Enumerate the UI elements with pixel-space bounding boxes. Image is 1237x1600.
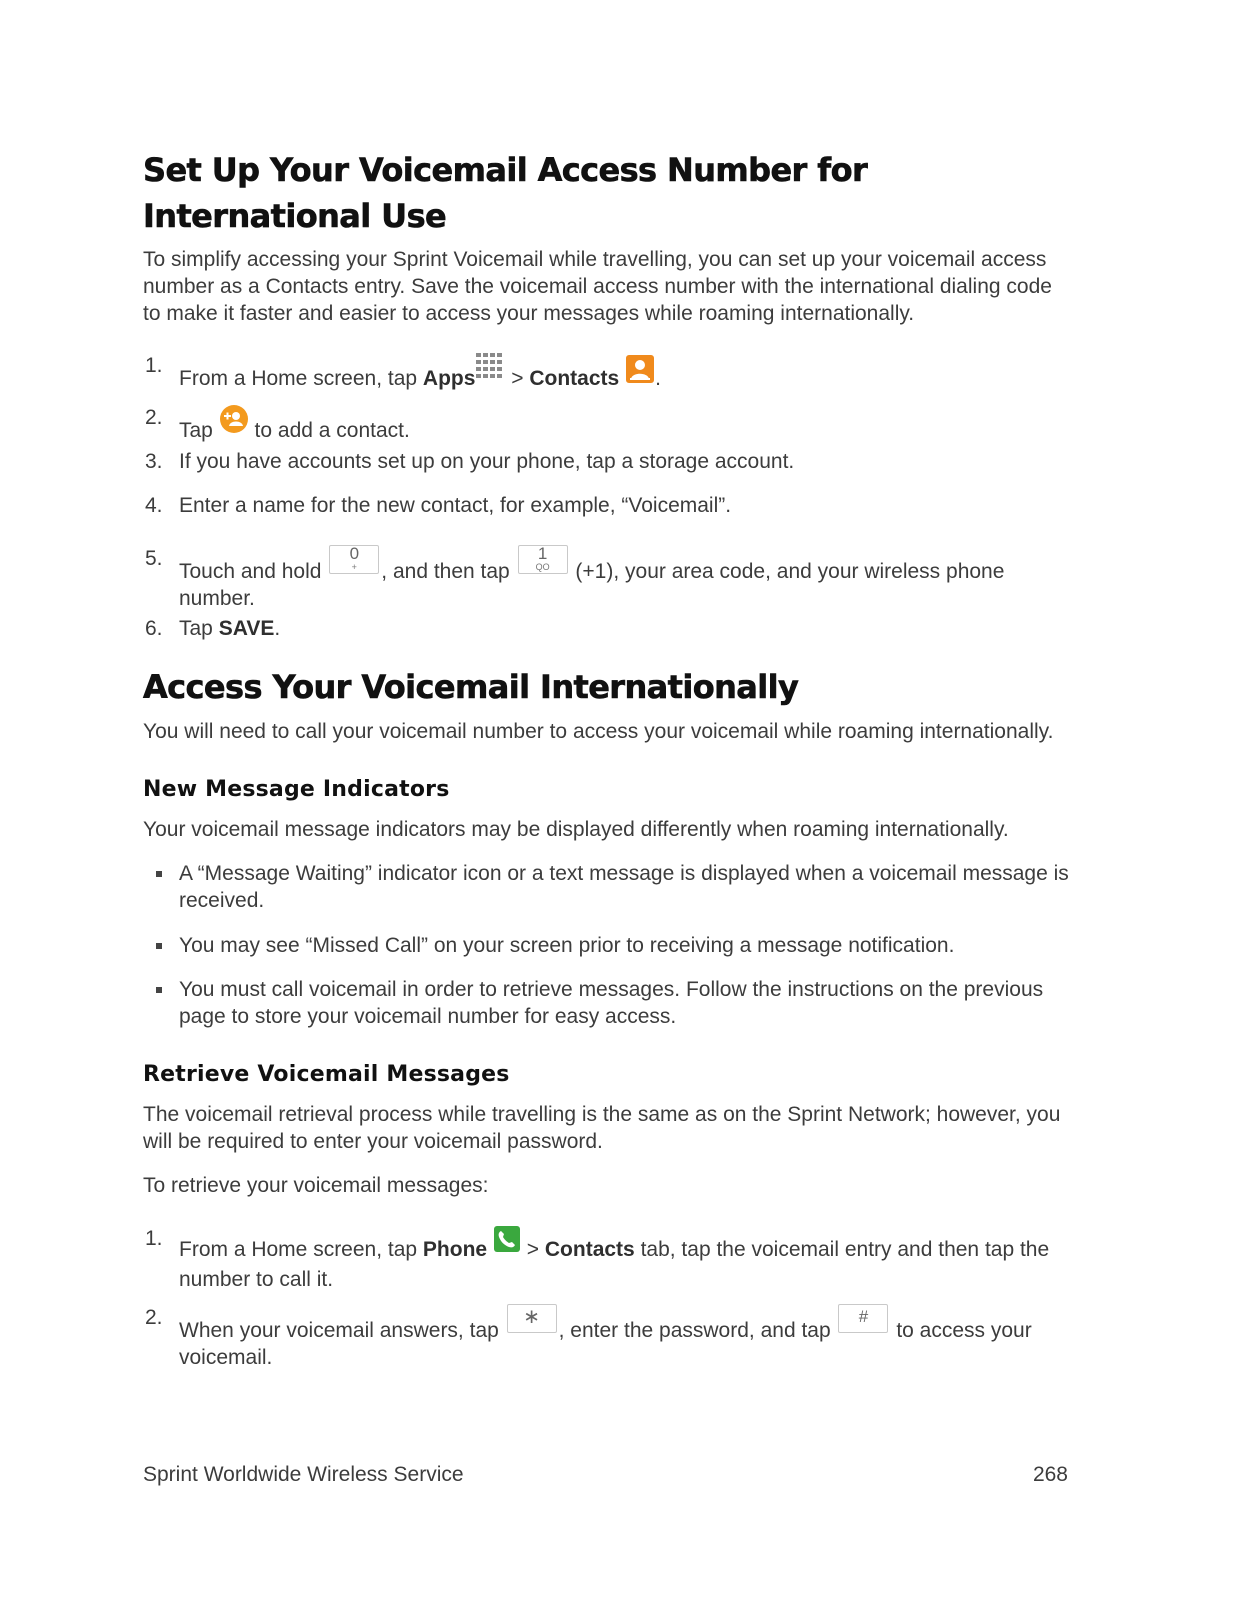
apps-label: Apps xyxy=(422,367,476,390)
save-label: SAVE xyxy=(218,617,275,640)
dialpad-key-star: ∗ xyxy=(507,1304,557,1333)
add-contact-icon xyxy=(219,404,249,447)
page-number: 268 xyxy=(1032,1463,1068,1486)
dialpad-key-0: 0 + xyxy=(329,545,379,574)
section-title-setup: Set Up Your Voicemail Access Number for International Use xyxy=(143,151,868,235)
dialpad-key-1: 1 QO xyxy=(518,545,568,574)
bullet-marker xyxy=(156,943,162,949)
access-intro: You will need to call your voicemail number to access your voicemail while roaming internationally. xyxy=(143,720,1054,743)
setup-intro: To simplify accessing your Sprint Voicemail while travelling, you can set up your voicemail access number as a Contacts entry. Save the voicemail access number with the international dialing code to make it faster and easier to access your messages while roaming internationally. xyxy=(143,248,1052,325)
subsection-title-indicators: New Message Indicators xyxy=(143,777,450,802)
contacts-tab-label: Contacts xyxy=(544,1238,635,1261)
apps-grid-icon xyxy=(475,352,505,395)
document-page: Set Up Your Voicemail Access Number for International Use To simplify accessing your Sprint Voicemail while travelling, you can set up your voicemail access number as a Contacts entry. Save the voicemail access number with the international dialing code to make it faster and easier to access your messages while roaming internationally. 1. From a Home screen, tap Apps > Contacts . 2. Tap to add a contact. 3. If you have accounts set up on your phone, tap a storage account. 4. Enter a name for the new contact, for example, “Voicemail”. 5. Touch and hold 0 + , and then tap 1 QO (+1), your area code, and your wireless phone number. 6. Tap SAVE. Access Your Voicemail Internationally You will need to call your voicemail number to access your voicemail while roaming internationally. New Message Indicators Your voicemail message indicators may be displayed differently when roaming internationally. A “Message Waiting” indicator icon or a text message is displayed when a voicemail message is received. You may see “Missed Call” on your screen prior to receiving a message notification. You must call voicemail in order to retrieve messages. Follow the instructions on the previous page to store your voicemail number for easy access. Retrieve Voicemail Messages The voicemail retrieval process while travelling is the same as on the Sprint Network; however, you will be required to enter your voicemail password. To retrieve your voicemail messages: 1. From a Home screen, tap Phone > Contacts tab, tap the voicemail entry and then tap the number to call it. 2. When your voicemail answers, tap ∗ , enter the password, and tap # to access your voicemail. Sprint Worldwide Wireless Service 268 xyxy=(143,0,1073,1600)
phone-label: Phone xyxy=(422,1238,488,1261)
contacts-label: Contacts xyxy=(529,367,620,390)
contacts-app-icon xyxy=(625,354,655,395)
retrieve-intro: The voicemail retrieval process while travelling is the same as on the Sprint Network; however, you will be required to enter your voicemail password. xyxy=(143,1103,1061,1153)
indicators-intro: Your voicemail message indicators may be displayed differently when roaming internationally. xyxy=(143,818,1009,841)
subsection-title-retrieve: Retrieve Voicemail Messages xyxy=(143,1062,510,1087)
dialpad-key-hash: # xyxy=(838,1304,888,1333)
bullet-marker xyxy=(156,871,162,877)
bullet-marker xyxy=(156,987,162,993)
section-title-access: Access Your Voicemail Internationally xyxy=(143,668,799,706)
phone-app-icon xyxy=(493,1225,521,1266)
footer-title: Sprint Worldwide Wireless Service xyxy=(143,1463,464,1486)
retrieve-lead: To retrieve your voicemail messages: xyxy=(143,1174,489,1197)
